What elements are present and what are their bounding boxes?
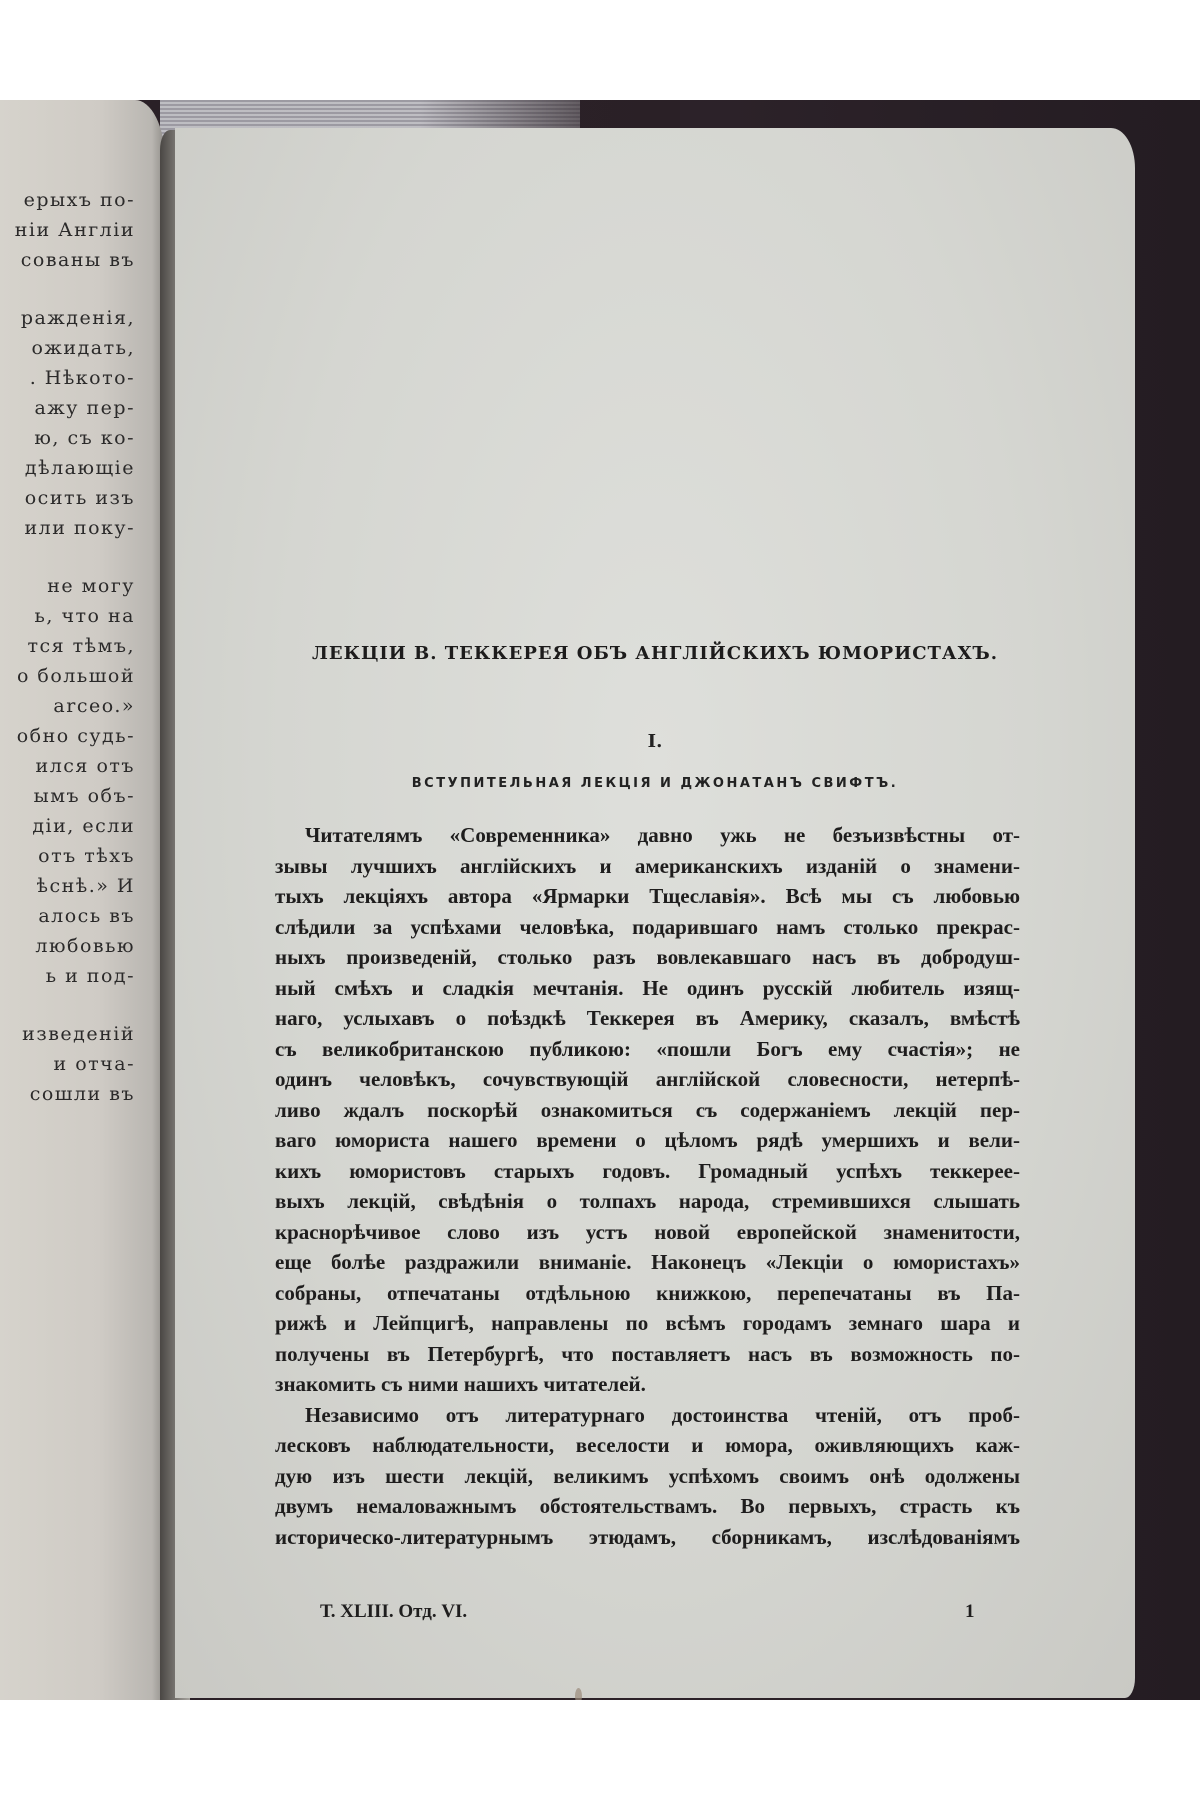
left-page-line: сованы въ [20,249,135,271]
text-line: знакомить съ ними нашихъ читателей. [275,1372,646,1396]
left-page-line [0,543,135,571]
text-line: зывы лучшихъ англійскихъ и американскихъ изданій о знамени- [275,853,1020,878]
text-line: съ великобританскою публикою: «пошли Богъ ему счастія»; не [275,1036,1020,1061]
left-page-line: ніи Англіи [14,219,135,241]
signature-mark: Т. XLIII. Отд. VI. [320,1601,468,1622]
left-page-line: ѣснѣ.» И [36,875,135,897]
text-line: одинъ человѣкъ, сочувствующій англійской словесности, нетерпѣ- [275,1067,1020,1091]
left-page-text [0,185,135,1109]
left-page-line: ажу пер- [34,397,135,419]
text-line: лесковъ наблюдательности, веселости и юмора, оживляющихъ каж- [275,1433,1020,1457]
text-line: краснорѣчивое слово изъ устъ новой европейской знаменитости, [275,1219,1020,1244]
book-photo [0,100,1200,1700]
text-line: Независимо отъ литературнаго достоинства чтеній, отъ проб- [305,1402,1020,1427]
text-line: Читателямъ «Современника» давно ужь не безъизвѣстны от- [305,823,1020,847]
right-page [175,128,1135,1698]
left-page-line: изведеній [22,1023,135,1045]
left-page-line: сошли въ [29,1083,135,1105]
text-line: наго, услыхавъ о поѣздкѣ Теккерея въ Америку, сказалъ, вмѣстѣ [275,1006,1020,1030]
text-line: слѣдили за успѣхами человѣка, подарившаго намъ столько прекрас- [275,914,1020,939]
left-page-line: обно судь- [16,725,135,747]
left-page-line: ь и под- [45,965,135,987]
left-page-line [0,275,135,303]
left-page-line: тся тѣмъ, [27,635,135,657]
text-line: кихъ юмористовъ старыхъ годовъ. Громадный успѣхъ теккерее- [275,1158,1020,1183]
text-line: еще болѣе раздражили вниманіе. Наконецъ «Лекціи о юмористахъ» [275,1250,1020,1274]
left-page-line: діи, если [32,815,135,837]
text-line: дую изъ шести лекцій, великимъ успѣхомъ своимъ онѣ одолжены [275,1463,1020,1488]
text-line: тыхъ лекціяхъ автора «Ярмарки Тщеславія». Всѣ мы съ любовью [275,884,1020,908]
left-page-line: алось въ [38,905,135,927]
text-line: выхъ лекцій, свѣдѣнія о толпахъ народа, стремившихся слышать [275,1189,1020,1213]
left-page-line: ь, что на [34,605,135,627]
text-line: ный смѣхъ и сладкія мечтанія. Не одинъ русскій любитель изящ- [275,975,1020,1000]
left-page-line [0,991,135,1019]
left-page-line: дѣлающіе [24,457,135,479]
left-page [0,100,165,1700]
text-line: ныхъ произведеній, столько разъ вовлекавшаго насъ въ добродуш- [275,945,1020,969]
left-page-line: отъ тѣхъ [38,845,135,867]
text-line: историческо-литературнымъ этюдамъ, сборникамъ, изслѣдованіямъ [275,1524,1020,1549]
left-page-line: ился отъ [35,755,135,777]
left-page-line: ымъ объ- [33,785,135,807]
left-page-line: arceo.» [53,695,135,717]
article-title: ЛЕКЦІИ В. ТЕККЕРЕЯ ОБЪ АНГЛІЙСКИХЪ ЮМОРИСТАХЪ. [311,643,999,664]
section-subtitle: ВСТУПИТЕЛЬНАЯ ЛЕКЦІЯ И ДЖОНАТАНЪ СВИФТЪ. [411,776,899,791]
left-page-line: или поку- [24,517,135,539]
left-page-line: о большой [16,665,135,687]
left-page-line: ожидать, [31,337,135,359]
left-page-line: . Нѣкото- [29,367,135,389]
text-line: двумъ немаловажнымъ обстоятельствамъ. Во первыхъ, страсть къ [275,1494,1020,1518]
left-page-line: не могу [47,575,135,597]
paper-stain [575,1688,582,1700]
body-text [275,820,1020,1552]
left-page-line: и отча- [53,1053,135,1075]
text-line: рижѣ и Лейпцигѣ, направлены по всѣмъ городамъ земнаго шара и [275,1311,1020,1335]
section-number: I. [647,731,663,752]
left-page-line: ражденія, [20,307,135,329]
text-line: собраны, отпечатаны отдѣльною книжкою, перепечатаны въ Па- [275,1280,1020,1305]
text-line: ливо ждалъ поскорѣй ознакомиться съ содержаніемъ лекцій пер- [275,1097,1020,1122]
page-number: 1 [965,1601,975,1622]
text-line: получены въ Петербургѣ, что поставляетъ насъ въ возможность по- [275,1341,1020,1366]
left-page-line: любовью [35,935,135,957]
left-page-line: ю, съ ко- [34,427,135,449]
paragraph-1 [275,820,1020,1400]
text-line: ваго юмориста нашего времени о цѣломъ рядѣ умершихъ и вели- [275,1128,1020,1152]
left-page-line: ерыхъ по- [23,189,135,211]
left-page-line: осить изъ [24,487,135,509]
paragraph-2 [275,1400,1020,1553]
